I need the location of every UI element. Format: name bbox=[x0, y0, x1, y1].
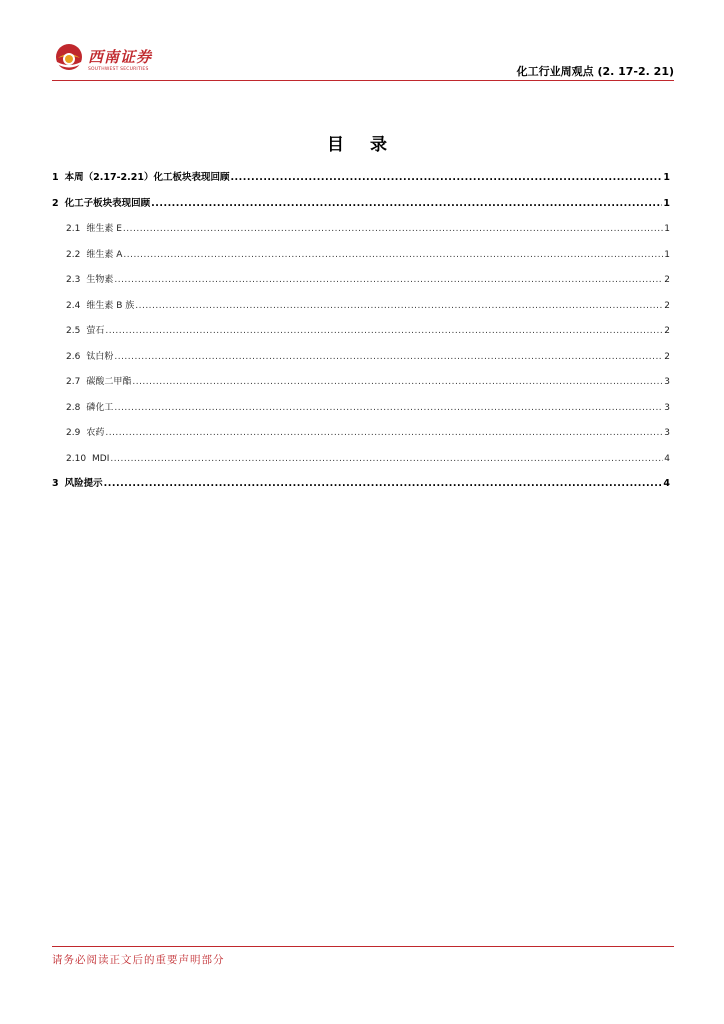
toc-page-number: 2 bbox=[664, 275, 670, 285]
toc-number: 2.9 bbox=[66, 428, 81, 438]
toc-page-number: 4 bbox=[664, 453, 670, 464]
toc-leader bbox=[104, 474, 663, 494]
logo-english-text: SOUTHWEST SECURITIES bbox=[88, 67, 149, 72]
toc-number: 3 bbox=[52, 478, 59, 489]
toc-number: 2.7 bbox=[66, 377, 81, 387]
toc-leader bbox=[110, 449, 663, 469]
toc-leader bbox=[123, 219, 663, 239]
table-of-contents bbox=[52, 168, 670, 500]
toc-page-number: 2 bbox=[664, 300, 670, 311]
toc-label: MDI bbox=[92, 453, 110, 464]
toc-number: 2.5 bbox=[66, 326, 81, 336]
toc-number: 1 bbox=[52, 172, 59, 183]
company-logo bbox=[54, 42, 204, 76]
toc-leader bbox=[135, 296, 663, 316]
toc-label: 维生素 A bbox=[86, 249, 123, 260]
header-divider bbox=[52, 80, 674, 81]
toc-entry-2-6[interactable] bbox=[52, 347, 670, 373]
toc-heading: 目 录 bbox=[327, 135, 397, 155]
toc-label: 化工子板块表现回顾 bbox=[64, 197, 151, 209]
toc-leader bbox=[230, 168, 662, 188]
toc-label: 碳酸二甲酯 bbox=[86, 377, 132, 387]
logo-chinese-text: 西南证券 bbox=[88, 48, 153, 66]
disclaimer-notice: 请务必阅读正文后的重要声明部分 bbox=[52, 954, 225, 966]
toc-page-number: 4 bbox=[663, 478, 670, 489]
toc-number: 2.6 bbox=[66, 351, 81, 362]
toc-page-number: 1 bbox=[663, 172, 670, 183]
toc-label: 维生素 E bbox=[86, 224, 122, 234]
page-header bbox=[52, 40, 674, 82]
toc-entry-2-4[interactable] bbox=[52, 296, 670, 322]
toc-label: 维生素 B 族 bbox=[86, 300, 135, 311]
toc-number: 2.10 bbox=[66, 453, 87, 464]
toc-number: 2.8 bbox=[66, 402, 81, 413]
toc-page-number: 1 bbox=[664, 224, 670, 234]
report-title: 化工行业周观点 (2. 17-2. 21) bbox=[516, 65, 674, 78]
toc-leader bbox=[132, 372, 663, 392]
toc-label: 磷化工 bbox=[86, 402, 114, 413]
toc-label: 萤石 bbox=[86, 326, 105, 336]
toc-entry-2-5[interactable] bbox=[52, 321, 670, 347]
toc-number: 2.4 bbox=[66, 300, 81, 311]
toc-page-number: 1 bbox=[663, 197, 670, 209]
toc-page-number: 3 bbox=[664, 377, 670, 387]
toc-leader bbox=[105, 321, 663, 341]
logo-emblem-icon bbox=[54, 42, 84, 72]
toc-entry-2-10[interactable] bbox=[52, 449, 670, 475]
toc-page-number: 3 bbox=[664, 428, 670, 438]
toc-label: 钛白粉 bbox=[86, 351, 114, 362]
toc-entry-2-9[interactable] bbox=[52, 423, 670, 449]
toc-label: 风险提示 bbox=[64, 478, 103, 489]
toc-number: 2.1 bbox=[66, 224, 81, 234]
toc-label: 农药 bbox=[86, 428, 105, 438]
toc-label: 本周（2.17-2.21）化工板块表现回顾 bbox=[64, 172, 230, 183]
toc-page-number: 3 bbox=[664, 402, 670, 413]
toc-entry-1[interactable] bbox=[52, 168, 670, 194]
toc-entry-2-1[interactable] bbox=[52, 219, 670, 245]
toc-page-number: 2 bbox=[664, 326, 670, 336]
toc-leader bbox=[151, 194, 662, 214]
toc-entry-2[interactable] bbox=[52, 194, 670, 220]
toc-leader bbox=[105, 423, 663, 443]
toc-number: 2 bbox=[52, 197, 59, 209]
toc-entry-3[interactable] bbox=[52, 474, 670, 500]
footer-divider bbox=[52, 946, 674, 947]
toc-page-number: 1 bbox=[664, 249, 670, 260]
toc-label: 生物素 bbox=[86, 275, 114, 285]
toc-leader bbox=[114, 398, 663, 418]
toc-leader bbox=[114, 347, 663, 367]
toc-entry-2-3[interactable] bbox=[52, 270, 670, 296]
toc-leader bbox=[114, 270, 663, 290]
toc-entry-2-2[interactable] bbox=[52, 245, 670, 271]
toc-number: 2.2 bbox=[66, 249, 81, 260]
toc-page-number: 2 bbox=[664, 351, 670, 362]
toc-entry-2-8[interactable] bbox=[52, 398, 670, 424]
toc-number: 2.3 bbox=[66, 275, 81, 285]
toc-leader bbox=[123, 245, 663, 265]
toc-entry-2-7[interactable] bbox=[52, 372, 670, 398]
